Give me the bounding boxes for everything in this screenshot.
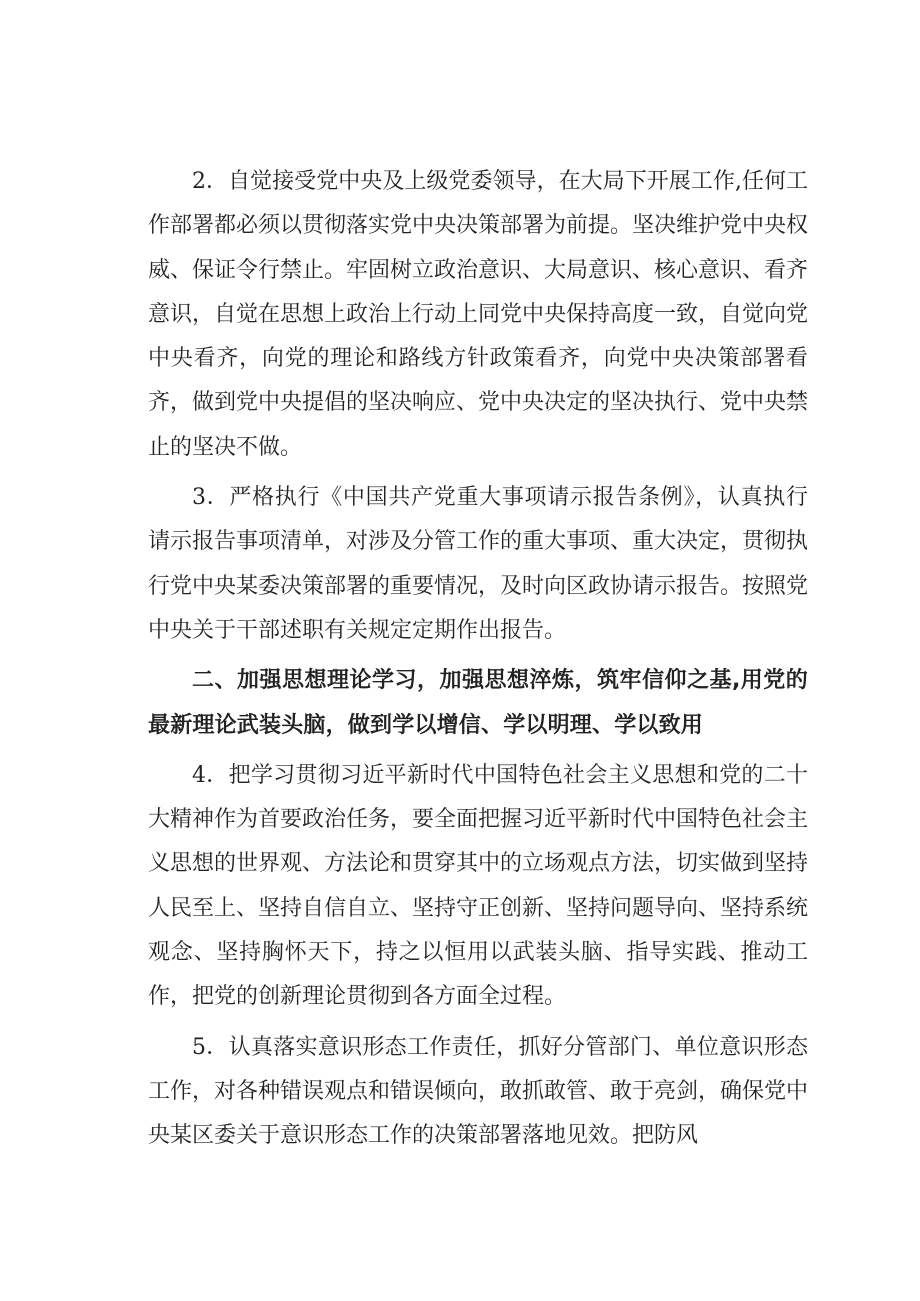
- document-body: [148, 160, 808, 1159]
- paragraph-5: 5．认真落实意识形态工作责任，抓好分管部门、单位意识形态工作，对各种错误观点和错误倾向，敢抓敢管、敢于亮剑，确保党中央某区委关于意识形态工作的决策部署落地见效。把防风: [148, 1034, 809, 1149]
- paragraph-3: 3．严格执行《中国共产党重大事项请示报告条例》，认真执行请示报告事项清单，对涉及分管工作的重大事项、重大决定，贯彻执行党中央某委决策部署的重要情况，及时向区政协请示报告。按照党中央关于干部述职有关规定定期作出报告。: [148, 485, 809, 643]
- section-heading-2: 二、加强思想理论学习，加强思想淬炼，筑牢信仰之基,用党的最新理论武装头脑，做到学以增信、学以明理、学以致用: [148, 668, 808, 738]
- paragraph-4: 4．把学习贯彻习近平新时代中国特色社会主义思想和党的二十大精神作为首要政治任务，要全面把握习近平新时代中国特色社会主义思想的世界观、方法论和贯穿其中的立场观点方法，切实做到坚持人民至上、坚持自信自立、坚持守正创新、坚持问题导向、坚持系统观念、坚持胸怀天下，持之以恒用以武装头脑、指导实践、推动工作，把党的创新理论贯彻到各方面全过程。: [148, 762, 809, 1010]
- paragraph-2: 2．自觉接受党中央及上级党委领导，在大局下开展工作,任何工作部署都必须以贯彻落实党中央决策部署为前提。坚决维护党中央权威、保证令行禁止。牢固树立政治意识、大局意识、核心意识、看齐意识，自觉在思想上政治上行动上同党中央保持高度一致，自觉向党中央看齐，向党的理论和路线方针政策看齐，向党中央决策部署看齐，做到党中央提倡的坚决响应、党中央决定的坚决执行、党中央禁止的坚决不做。: [148, 169, 809, 460]
